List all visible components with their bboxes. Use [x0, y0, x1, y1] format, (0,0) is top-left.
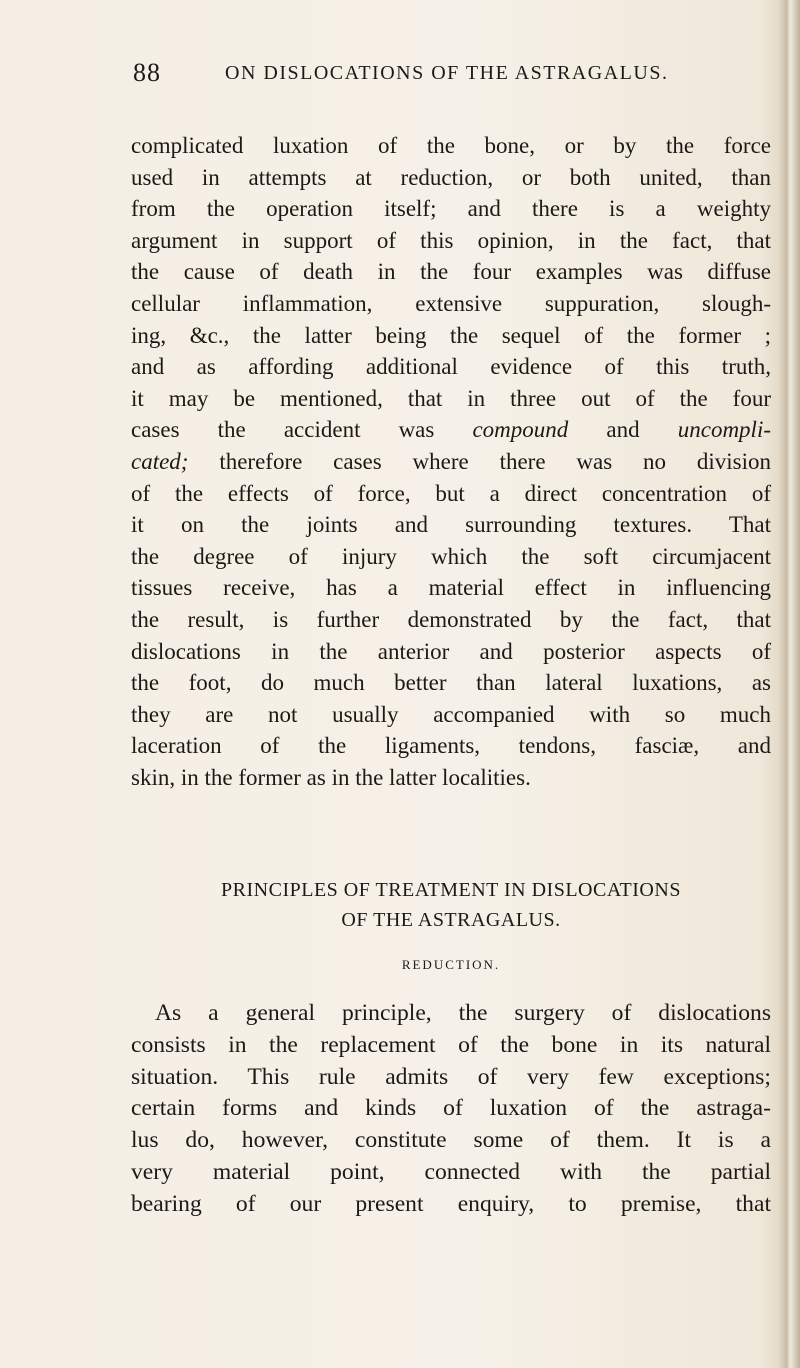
text-line: cated; therefore cases where there was no division: [131, 448, 771, 474]
text-line: the foot, do much better than lateral luxations, as: [131, 670, 771, 696]
page-edge: [778, 0, 800, 1368]
text-line: it may be mentioned, that in three out of the four: [131, 385, 771, 411]
italic-cated: cated;: [131, 448, 189, 474]
page-number: 88: [133, 58, 161, 87]
text-line: skin, in the former as in the latter localities.: [131, 764, 531, 790]
text-line: used in attempts at reduction, or both united, than: [131, 164, 771, 190]
text-line: bearing of our present enquiry, to premise, that: [131, 1190, 771, 1217]
text-line: consists in the replacement of the bone in its natural: [131, 1031, 771, 1058]
italic-uncompli: uncompli-: [677, 417, 771, 443]
text-segment: cases the accident was: [131, 417, 473, 443]
text-line: situation. This rule admits of very few exceptions;: [131, 1063, 771, 1090]
paragraph-1: [131, 130, 771, 793]
text-line: tissues receive, has a material effect in influencing: [131, 575, 771, 601]
text-line: laceration of the ligaments, tendons, fasciæ, and: [131, 733, 771, 759]
text-line: cellular inflammation, extensive suppuration, slough-: [131, 290, 771, 316]
section-heading-line-1: PRINCIPLES OF TREATMENT IN DISLOCATIONS: [221, 879, 681, 901]
section-heading: [131, 875, 771, 935]
text-line: dislocations in the anterior and posterior aspects of: [131, 638, 771, 664]
text-line: ing, &c., the latter being the sequel of the former ;: [131, 322, 771, 348]
text-line: the cause of death in the four examples was diffuse: [131, 259, 771, 285]
text-line: certain forms and kinds of luxation of the astraga-: [131, 1095, 771, 1122]
page-header: [133, 58, 693, 98]
text-line: As a general principle, the surgery of dislocations: [155, 1000, 771, 1026]
section-subheading: REDUCTION.: [401, 957, 501, 972]
running-title: ON DISLOCATIONS OF THE ASTRAGALUS.: [225, 62, 669, 84]
text-line: of the effects of force, but a direct concentration of: [131, 480, 771, 506]
section-heading-line-2: OF THE ASTRAGALUS.: [341, 909, 561, 931]
text-line: and as affording additional evidence of this truth,: [131, 354, 771, 380]
text-line: argument in support of this opinion, in the fact, that: [131, 227, 771, 253]
text-line: very material point, connected with the partial: [131, 1158, 771, 1185]
text-line: lus do, however, constitute some of them. It is a: [131, 1127, 771, 1154]
text-line-mixed: [131, 414, 771, 446]
text-line: the degree of injury which the soft circumjacent: [131, 543, 771, 569]
text-line: complicated luxation of the bone, or by the force: [131, 133, 771, 158]
text-line: the result, is further demonstrated by the fact, that: [131, 606, 771, 632]
text-line: it on the joints and surrounding textures. That: [131, 512, 771, 538]
italic-compound: compound: [472, 417, 569, 443]
text-segment-and: and: [568, 417, 678, 443]
text-line: from the operation itself; and there is a weighty: [131, 196, 771, 222]
text-line: they are not usually accompanied with so much: [131, 701, 771, 727]
paragraph-2: [131, 998, 771, 1221]
